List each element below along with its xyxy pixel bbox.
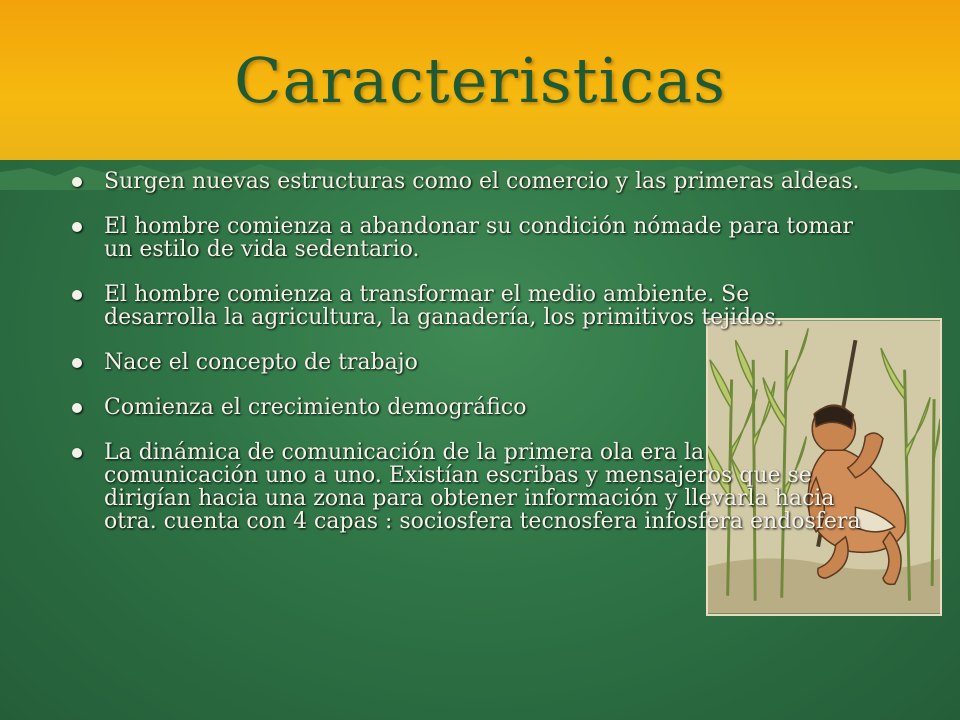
slide-title: Caracteristicas	[234, 44, 726, 117]
bullet-dot-icon	[72, 222, 82, 232]
bullet-item: Surgen nuevas estructuras como el comercio y las primeras aldeas.	[72, 170, 862, 193]
bullet-list	[72, 170, 862, 555]
bullet-item: Comienza el crecimiento demográfico	[72, 396, 862, 419]
bullet-dot-icon	[72, 290, 82, 300]
bullet-item: La dinámica de comunicación de la primera ola era la comunicación uno a uno. Existían escribas y mensajeros que se dirigían hacia una zona para obtener información y llevarla hacia otra. cuenta con 4 capas : sociosfera tecnosfera infosfera endosfera	[72, 441, 862, 533]
bullet-item: Nace el concepto de trabajo	[72, 351, 862, 374]
bullet-dot-icon	[72, 177, 82, 187]
bullet-dot-icon	[72, 448, 82, 458]
bullet-dot-icon	[72, 358, 82, 368]
bullet-item: El hombre comienza a transformar el medio ambiente. Se desarrolla la agricultura, la ganadería, los primitivos tejidos.	[72, 283, 862, 329]
bullet-item: El hombre comienza a abandonar su condición nómade para tomar un estilo de vida sedentario.	[72, 215, 862, 261]
bullet-dot-icon	[72, 403, 82, 413]
